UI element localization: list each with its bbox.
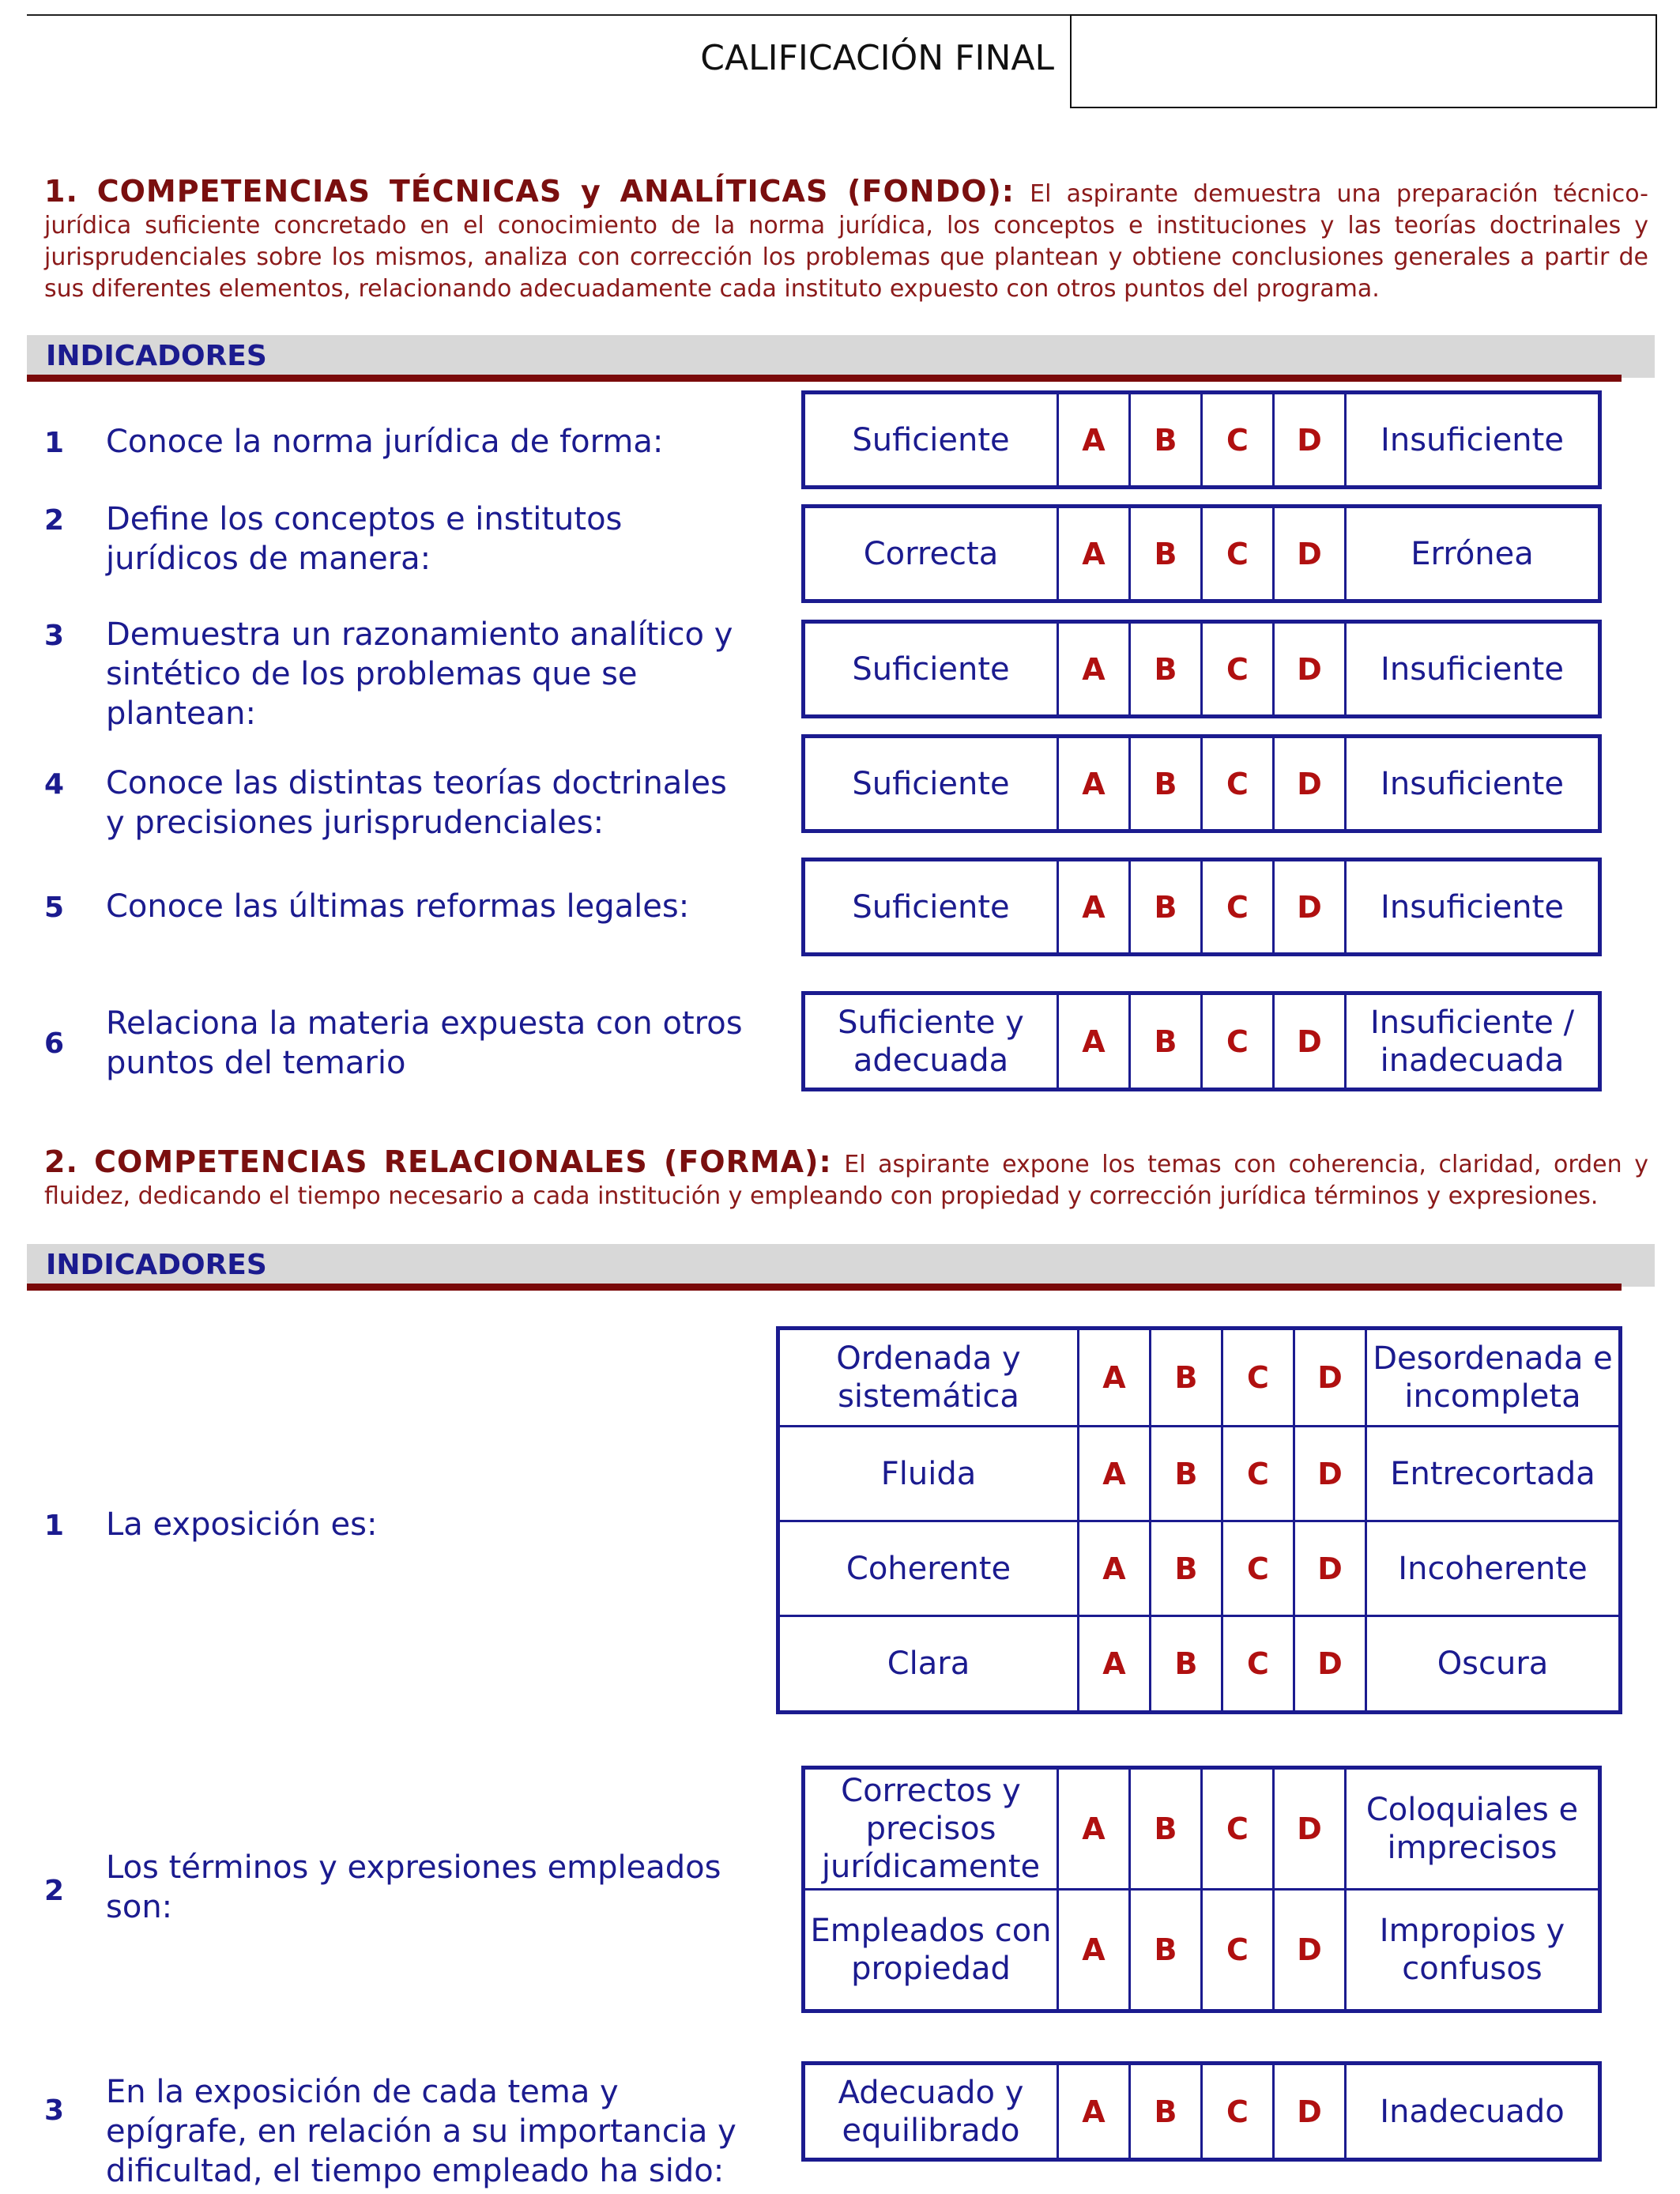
grade-option-b[interactable]: B: [1151, 1521, 1222, 1616]
scale-negative-label: Insuficiente: [1346, 860, 1600, 955]
scale-row: [804, 507, 1600, 601]
grade-option-a[interactable]: A: [1058, 622, 1130, 717]
scale-row: [778, 1329, 1621, 1427]
scale-negative-label: Inadecuado: [1346, 2064, 1600, 2160]
scale-positive-label: Correctos y precisos jurídicamente: [804, 1768, 1058, 1890]
s1-indicator-3-scale-table: [801, 620, 1602, 718]
indicator-text: Conoce las distintas teorías doctrinales y precisiones jurisprudenciales:: [106, 765, 727, 841]
grade-option-d[interactable]: D: [1294, 1521, 1366, 1616]
grade-option-c[interactable]: C: [1222, 1427, 1294, 1521]
scale-negative-label: Impropios y confusos: [1346, 1890, 1600, 2011]
scale-positive-label: Suficiente: [804, 622, 1058, 717]
grade-option-a[interactable]: A: [1058, 1890, 1130, 2011]
indicator-text: Relaciona la materia expuesta con otros puntos del temario: [106, 1005, 743, 1081]
grade-option-b[interactable]: B: [1130, 1768, 1202, 1890]
grade-option-d[interactable]: D: [1274, 2064, 1346, 2160]
section1-intro: [44, 175, 1648, 305]
grade-option-b[interactable]: B: [1130, 860, 1202, 955]
grade-option-d[interactable]: D: [1274, 507, 1346, 601]
scale-positive-label: Ordenada y sistemática: [778, 1329, 1079, 1427]
grade-option-c[interactable]: C: [1202, 622, 1274, 717]
grade-option-b[interactable]: B: [1151, 1616, 1222, 1713]
scale-negative-label: Entrecortada: [1366, 1427, 1621, 1521]
indicator-text: Demuestra un razonamiento analítico y sintético de los problemas que se plantean:: [106, 616, 733, 732]
indicator-number: 5: [44, 892, 65, 924]
s1-indicator-4-scale-table: [801, 734, 1602, 833]
grade-option-d[interactable]: D: [1274, 737, 1346, 831]
indicator-number: 2: [44, 1875, 65, 1907]
scale-negative-label: Incoherente: [1366, 1521, 1621, 1616]
grade-option-a[interactable]: A: [1079, 1616, 1151, 1713]
scale-row: [804, 737, 1600, 831]
scale-positive-label: Empleados con propiedad: [804, 1890, 1058, 2011]
grade-option-c[interactable]: C: [1202, 993, 1274, 1090]
grade-option-c[interactable]: C: [1202, 393, 1274, 488]
scale-negative-label: Desordenada e incompleta: [1366, 1329, 1621, 1427]
grade-option-d[interactable]: D: [1274, 1890, 1346, 2011]
grade-option-d[interactable]: D: [1274, 393, 1346, 488]
grade-option-c[interactable]: C: [1202, 737, 1274, 831]
section1-description: El aspirante demuestra una preparación técnico-jurídica suficiente concretado en el conocimiento de la norma jurídica, los conceptos e instituciones y las teorías doctrinales y jurisprudenciales sobre los mismos, analiza con corrección los problemas que plantean y obtiene conclusiones generales a partir de sus diferentes elementos, relacionando adecuadamente cada instituto expuesto con otros puntos del programa.: [44, 180, 1648, 303]
grade-option-d[interactable]: D: [1294, 1427, 1366, 1521]
section2-description: El aspirante expone los temas con coherencia, claridad, orden y fluidez, dedicando el tiempo necesario a cada institución y empleando con propiedad y corrección jurídica términos y expresiones.: [44, 1151, 1648, 1210]
scale-row: [804, 1890, 1600, 2011]
scale-positive-label: Clara: [778, 1616, 1079, 1713]
grade-option-b[interactable]: B: [1151, 1427, 1222, 1521]
grade-option-c[interactable]: C: [1202, 1890, 1274, 2011]
scale-negative-label: Insuficiente: [1346, 737, 1600, 831]
indicator-number: 1: [44, 427, 65, 459]
scale-positive-label: Suficiente: [804, 860, 1058, 955]
scale-row: [804, 393, 1600, 488]
s1-indicator-1-scale-table: [801, 390, 1602, 489]
grade-option-a[interactable]: A: [1058, 993, 1130, 1090]
section2-indicators-label: INDICADORES: [46, 1249, 267, 1281]
grade-option-d[interactable]: D: [1274, 993, 1346, 1090]
scale-row: [804, 1768, 1600, 1890]
grade-option-b[interactable]: B: [1130, 622, 1202, 717]
s2-indicator-2-scale-table: [801, 1766, 1602, 2013]
scale-negative-label: Coloquiales e imprecisos: [1346, 1768, 1600, 1890]
scale-row: [804, 860, 1600, 955]
grade-option-d[interactable]: D: [1274, 1768, 1346, 1890]
scale-positive-label: Coherente: [778, 1521, 1079, 1616]
indicator-text: Conoce la norma jurídica de forma:: [106, 424, 664, 460]
scale-negative-label: Oscura: [1366, 1616, 1621, 1713]
grade-option-c[interactable]: C: [1222, 1521, 1294, 1616]
grade-option-a[interactable]: A: [1079, 1521, 1151, 1616]
indicator-number: 4: [44, 768, 65, 801]
scale-row: [804, 622, 1600, 717]
s2-indicator-3-scale-table: [801, 2061, 1602, 2162]
grade-option-b[interactable]: B: [1130, 993, 1202, 1090]
scale-positive-label: Suficiente: [804, 393, 1058, 488]
grade-option-b[interactable]: B: [1130, 1890, 1202, 2011]
grade-option-a[interactable]: A: [1058, 393, 1130, 488]
scale-positive-label: Correcta: [804, 507, 1058, 601]
grade-option-a[interactable]: A: [1058, 737, 1130, 831]
grade-option-a[interactable]: A: [1079, 1427, 1151, 1521]
indicator-text: En la exposición de cada tema y epígrafe, en relación a su importancia y dificultad, el tiempo empleado ha sido:: [106, 2074, 736, 2189]
grade-option-c[interactable]: C: [1202, 507, 1274, 601]
indicator-number: 3: [44, 620, 65, 652]
grade-option-c[interactable]: C: [1202, 860, 1274, 955]
scale-row: [804, 2064, 1600, 2160]
grade-option-d[interactable]: D: [1274, 622, 1346, 717]
grade-option-b[interactable]: B: [1130, 2064, 1202, 2160]
section2-indicators-header: [27, 1244, 1655, 1287]
scale-positive-label: Suficiente: [804, 737, 1058, 831]
grade-option-b[interactable]: B: [1130, 737, 1202, 831]
scale-row: [804, 993, 1600, 1090]
s2-indicator-1-scale-table: [776, 1326, 1622, 1714]
section1-title: 1. COMPETENCIAS TÉCNICAS y ANALÍTICAS (FONDO):: [44, 174, 1015, 209]
grade-option-a[interactable]: A: [1058, 507, 1130, 601]
grade-option-b[interactable]: B: [1130, 393, 1202, 488]
s1-indicator-5-scale-table: [801, 858, 1602, 956]
grade-option-b[interactable]: B: [1130, 507, 1202, 601]
s1-indicator-2-scale-table: [801, 504, 1602, 603]
section1-indicators-label: INDICADORES: [46, 340, 267, 372]
scale-negative-label: Insuficiente: [1346, 622, 1600, 717]
grade-option-d[interactable]: D: [1294, 1329, 1366, 1427]
indicator-number: 1: [44, 1510, 65, 1542]
scale-row: [778, 1616, 1621, 1713]
s1-indicator-6-scale-table: [801, 991, 1602, 1091]
final-grade-label: CALIFICACIÓN FINAL: [700, 38, 1054, 78]
indicator-number: 2: [44, 504, 65, 537]
indicator-number: 3: [44, 2094, 65, 2127]
header-rule: [27, 14, 1073, 16]
scale-positive-label: Adecuado y equilibrado: [804, 2064, 1058, 2160]
grade-option-a[interactable]: A: [1079, 1329, 1151, 1427]
grade-option-d[interactable]: D: [1294, 1616, 1366, 1713]
section2-indicators-rule: [27, 1284, 1622, 1291]
final-grade-box[interactable]: [1070, 14, 1657, 108]
grade-option-c[interactable]: C: [1202, 1768, 1274, 1890]
indicator-text: La exposición es:: [106, 1506, 378, 1543]
scale-negative-label: Insuficiente / inadecuada: [1346, 993, 1600, 1090]
scale-positive-label: Suficiente y adecuada: [804, 993, 1058, 1090]
grade-option-c[interactable]: C: [1222, 1616, 1294, 1713]
scale-positive-label: Fluida: [778, 1427, 1079, 1521]
scale-row: [778, 1427, 1621, 1521]
section1-indicators-header: [27, 335, 1655, 378]
grade-option-a[interactable]: A: [1058, 2064, 1130, 2160]
indicator-number: 6: [44, 1027, 65, 1060]
section2-title: 2. COMPETENCIAS RELACIONALES (FORMA):: [44, 1144, 832, 1179]
section1-indicators-rule: [27, 375, 1622, 382]
section2-intro: [44, 1146, 1648, 1212]
indicator-text: Los términos y expresiones empleados son:: [106, 1849, 721, 1925]
grade-option-a[interactable]: A: [1058, 860, 1130, 955]
indicator-text: Define los conceptos e institutos jurídicos de manera:: [106, 501, 623, 577]
grade-option-c[interactable]: C: [1222, 1329, 1294, 1427]
scale-negative-label: Insuficiente: [1346, 393, 1600, 488]
grade-option-d[interactable]: D: [1274, 860, 1346, 955]
scale-negative-label: Errónea: [1346, 507, 1600, 601]
grade-option-a[interactable]: A: [1058, 1768, 1130, 1890]
indicator-text: Conoce las últimas reformas legales:: [106, 888, 690, 925]
grade-option-b[interactable]: B: [1151, 1329, 1222, 1427]
scale-row: [778, 1521, 1621, 1616]
grade-option-c[interactable]: C: [1202, 2064, 1274, 2160]
